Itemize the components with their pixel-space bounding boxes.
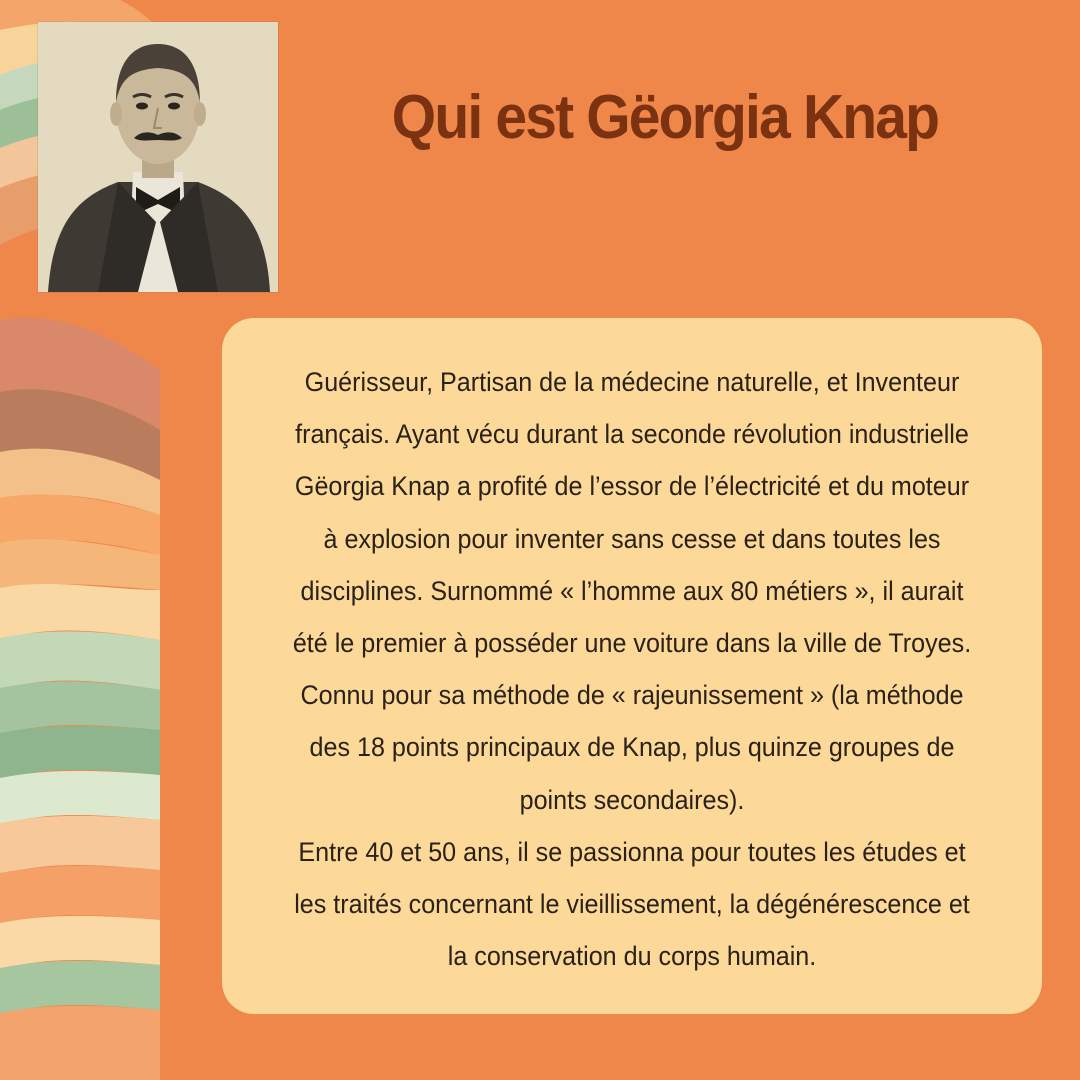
text-line: Guérisseur, Partisan de la médecine naturelle, et Inventeur [304,367,960,397]
text-line: des 18 points principaux de Knap, plus quinze groupes de [309,732,955,763]
text-line: les traités concernant le vieillissement, la dégénérescence et [294,889,970,920]
text-line: français. Ayant vécu durant la seconde révolution industrielle [295,419,969,450]
page-title: Qui est Gëorgia Knap [391,83,939,152]
text-line: été le premier à posséder une voiture dans la ville de Troyes. [292,628,972,659]
man-portrait-icon [38,22,278,292]
portrait-photo [38,22,278,292]
text-line: disciplines. Surnommé « l’homme aux 80 métiers », il aurait [300,575,964,606]
biography-card [222,318,1042,1014]
text-line: à explosion pour inventer sans cesse et dans toutes les [323,523,941,554]
biography-paragraph-2 [260,826,1004,983]
biography-paragraph-1 [260,356,1004,826]
text-line: Connu pour sa méthode de « rajeunissement » (la méthode [300,680,964,711]
text-line: Gëorgia Knap a profité de l’essor de l’électricité et du moteur [294,471,970,502]
text-line: la conservation du corps humain. [447,941,817,972]
text-line: Entre 40 et 50 ans, il se passionna pour toutes les études et [298,836,966,867]
text-line: points secondaires). [519,784,745,815]
